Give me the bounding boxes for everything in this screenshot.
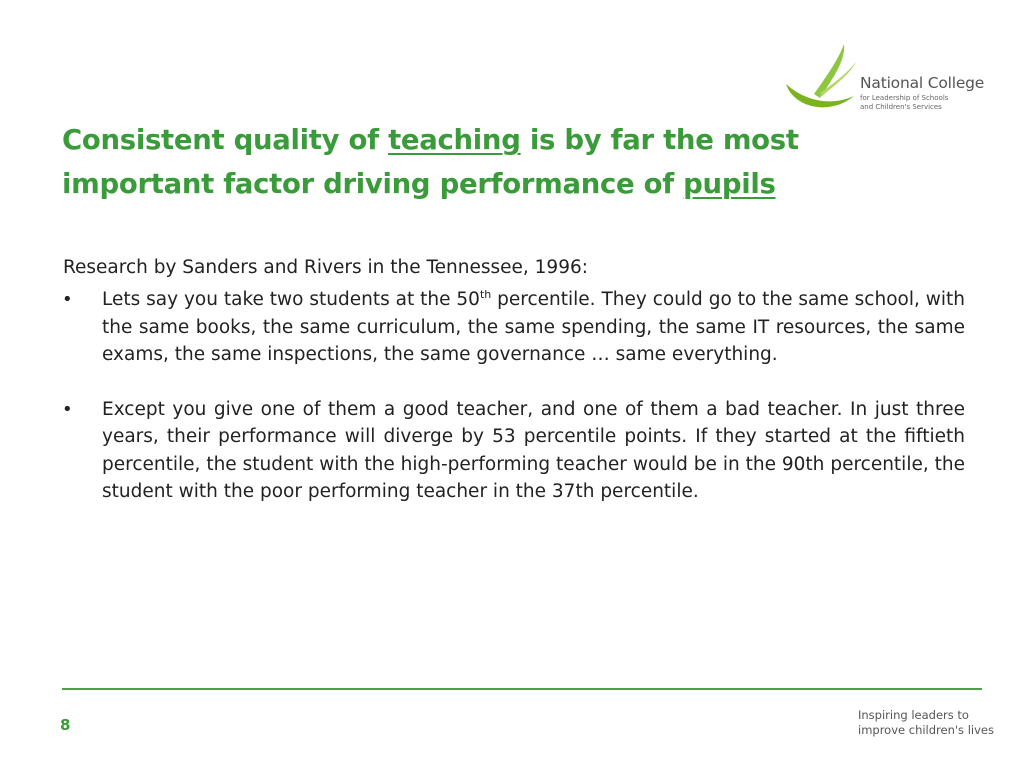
bullet2-text: Except you give one of them a good teacher, and one of them a bad teacher. In just three years, their performance will diverge by 53 percentile points. If they started at the fiftieth percentile, the student with the high-performing teacher would be in the 90th percentile, the student with the poor performing teacher in the 37th percentile. <box>102 398 965 502</box>
title-teaching-underlined: teaching <box>388 124 521 156</box>
bullet1-text-before: Lets say you take two students at the 50 <box>102 289 480 310</box>
footer-divider <box>62 688 982 690</box>
logo-title: National College <box>860 74 985 92</box>
bullet1-superscript: th <box>479 287 492 301</box>
bullet-list <box>60 286 965 506</box>
national-college-logo <box>780 38 990 118</box>
logo-subtitle-line2: and Children's Services <box>860 103 942 111</box>
bullet-dot: • <box>62 289 73 310</box>
leaf-swoosh-icon <box>780 38 860 118</box>
tagline-line2: improve children's lives <box>858 723 994 737</box>
bullet-dot: • <box>62 398 73 420</box>
title-part2: is by far the most important factor driving performance of <box>62 124 799 200</box>
title-pupils-underlined: pupils <box>683 168 776 200</box>
tagline-line1: Inspiring leaders to <box>858 708 969 722</box>
footer-tagline <box>858 708 994 738</box>
bullet-item-students <box>60 286 965 369</box>
research-intro: Research by Sanders and Rivers in the Tennessee, 1996: <box>63 257 588 278</box>
title-part1: Consistent quality of <box>62 124 389 156</box>
page-number: 8 <box>60 716 71 734</box>
bullet-item-teacher <box>60 396 965 506</box>
slide-title <box>62 118 912 206</box>
logo-subtitle-line1: for Leadership of Schools <box>860 94 949 102</box>
bullet1-text-after: percentile. They could go to the same school, with the same books, the same curriculum, the same spending, the same IT resources, the same exams, the same inspections, the same governance … same everything. <box>102 289 966 365</box>
